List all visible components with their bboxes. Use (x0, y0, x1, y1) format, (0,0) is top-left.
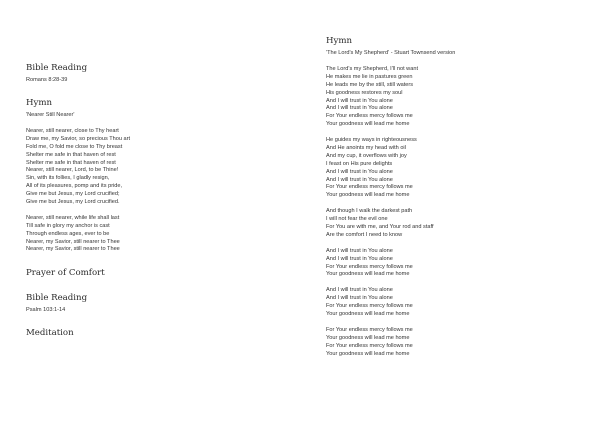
section-heading: Meditation (26, 328, 74, 339)
hymn-lords-my-shepherd (326, 36, 586, 359)
lyric-line: For Your endless mercy follows me (326, 113, 413, 120)
stanza (326, 208, 586, 240)
stanza (26, 128, 276, 207)
lyric-line: Shelter me safe in that haven of rest (26, 151, 116, 158)
bible-reading-psalm (26, 293, 276, 314)
lyric-line: All of its pleasures, pomp and its pride, (26, 183, 123, 190)
lyric-line: Nearer, my Savior, still nearer to Thee (26, 238, 120, 245)
stanza (326, 137, 586, 200)
lyric-line: Draw me, my Savior, so precious Thou art (26, 135, 131, 142)
lyric-line: And my cup, it overflows with joy (326, 152, 407, 159)
lyric-line: Shelter me safe in that haven of rest (26, 159, 116, 166)
section-heading: Hymn (326, 36, 353, 46)
hymn-nearer-still-nearer (26, 98, 276, 254)
lyric-line: And I will trust in You alone (326, 287, 393, 294)
right-page (300, 0, 600, 425)
lyric-line: He leads me by the still, still waters (326, 81, 414, 88)
lyric-line: Nearer, my Savior, still nearer to Thee (26, 246, 120, 253)
lyric-line: Sin, with its follies, I gladly resign, (26, 175, 110, 182)
lyric-line: Through endless ages, ever to be (26, 230, 110, 237)
section-heading: Prayer of Comfort (26, 268, 105, 279)
meditation (26, 328, 276, 339)
lyric-line: And I will trust in You alone (326, 255, 393, 262)
lyric-line: For You are with me, and Your rod and staff (326, 224, 434, 231)
lyric-line: Nearer, still nearer, while life shall last (26, 214, 120, 221)
lyric-line: For Your endless mercy follows me (326, 303, 413, 310)
lyric-line: And I will trust in You alone (326, 168, 393, 175)
lyric-line: And I will trust in You alone (326, 176, 393, 183)
lyric-line: Fold me, O fold me close to Thy breast (26, 143, 123, 150)
lyric-line: And I will trust in You alone (326, 97, 393, 104)
hymn-subtitle: 'Nearer Still Nearer' (26, 112, 75, 118)
lyric-line: I will not fear the evil one (326, 216, 388, 223)
stanza (326, 327, 586, 359)
lyric-line: Are the comfort I need to know (326, 231, 403, 238)
lyric-line: For Your endless mercy follows me (326, 326, 413, 333)
stanza (326, 248, 586, 280)
right-column (326, 36, 586, 359)
lyric-line: The Lord's my Shepherd, I'll not want (326, 66, 418, 72)
lyric-line: He makes me lie in pastures green (326, 73, 413, 80)
lyric-line: Nearer, still nearer, Lord, to be Thine! (26, 167, 119, 174)
lyric-line: Your goodness will lead me home (326, 334, 410, 341)
lyric-line: Give me but Jesus, my Lord crucified; (26, 191, 120, 198)
lyric-line: And I will trust in You alone (326, 247, 393, 254)
lyric-line: Nearer, still nearer, close to Thy heart (26, 128, 119, 134)
lyric-line: For Your endless mercy follows me (326, 263, 413, 270)
lyric-line: Give me but Jesus, my Lord crucified. (26, 199, 120, 206)
lyric-line: I feast on His pure delights (326, 160, 393, 167)
lyric-line: And I will trust in You alone (326, 105, 393, 112)
lyric-line: Your goodness will lead me home (326, 192, 410, 199)
lyric-line: And though I walk the darkest path (326, 208, 413, 215)
lyric-line: He guides my ways in righteousness (326, 137, 417, 144)
lyric-line: His goodness restores my soul (326, 89, 403, 96)
lyric-line: For Your endless mercy follows me (326, 184, 413, 191)
scripture-reference: Psalm 103:1-14 (26, 307, 66, 314)
left-column (26, 63, 276, 339)
bible-reading-romans (26, 63, 276, 84)
lyric-line: Your goodness will lead me home (326, 311, 410, 318)
lyric-line: Your goodness will lead me home (326, 350, 410, 357)
hymn-subtitle: 'The Lord's My Shepherd' - Stuart Townsend version (326, 50, 456, 56)
stanza (326, 66, 586, 129)
lyric-line: Your goodness will lead me home (326, 121, 410, 128)
prayer-of-comfort (26, 268, 276, 279)
stanza (26, 215, 276, 254)
lyric-line: Your goodness will lead me home (326, 271, 410, 278)
scripture-reference: Romans 8:28-39 (26, 77, 68, 83)
lyric-line: Till safe in glory my anchor is cast (26, 222, 110, 229)
lyric-line: And I will trust in You alone (326, 295, 393, 302)
lyric-line: And He anoints my head with oil (326, 145, 406, 152)
section-heading: Bible Reading (26, 293, 88, 304)
section-heading: Hymn (26, 98, 53, 108)
section-heading: Bible Reading (26, 63, 88, 73)
lyric-line: For Your endless mercy follows me (326, 342, 413, 349)
stanza (326, 287, 586, 319)
